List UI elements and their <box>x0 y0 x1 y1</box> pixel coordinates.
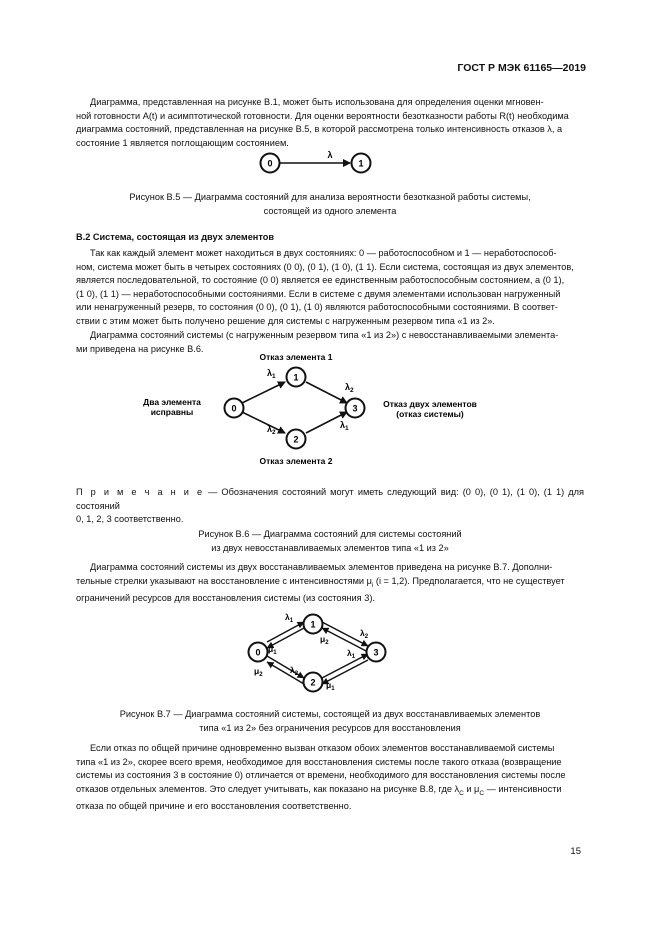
paragraph-intro <box>76 96 584 150</box>
text-line: является последовательной, то состояние (0 0) является ее единственным работоспособным состоянием, а (0 1), <box>76 275 565 286</box>
caption-line: Рисунок В.6 — Диаграмма состояний для системы состояний <box>198 529 462 539</box>
text-line: ми приведена на рисунке В.6. <box>76 343 204 354</box>
paragraph-common-cause <box>76 742 584 814</box>
arrow-2-to-3 <box>322 654 368 678</box>
label-failure-element-2: Отказ элемента 2 <box>259 456 333 466</box>
rate-lambda-2: $\lambda_2$ <box>360 628 369 640</box>
text-line: Диаграмма состояний системы (с нагруженным резервом типа «1 из 2») с невосстанавливаемыми элемента- <box>90 330 559 340</box>
label-both-working: исправны <box>150 407 194 417</box>
paragraph-fig7-ref <box>76 561 584 606</box>
caption-b6 <box>60 528 600 555</box>
text-line: ограничений ресурсов для восстановления системы (из состояния 3). <box>76 593 375 604</box>
subscript: i <box>371 581 374 589</box>
page-number: 15 <box>570 846 581 857</box>
text-line: отказов отдельных элементов. Это следует учитывать, как показано на рисунке В.8, где λ <box>76 783 460 794</box>
subscript: C <box>479 789 485 797</box>
note-text: — Обозначения состояний могут иметь следующий вид: (0 0), (0 1), (1 0), (1 1) для состояний <box>76 487 584 511</box>
text-line: системы из состояния 3 в состояние 0) отличается от времени, необходимого для восстановления системы после <box>76 770 566 781</box>
label-system-failure: (отказ системы) <box>396 409 464 419</box>
state-label: 0 <box>267 158 273 169</box>
arrow-0-to-2 <box>242 412 285 433</box>
arrow-1-to-3 <box>306 382 347 403</box>
text-line: типа «1 из 2», скорее всего время, необходимое для восстановления системы после такого отказа (возвращение <box>76 756 562 767</box>
document-header: ГОСТ Р МЭК 61165—2019 <box>457 62 586 74</box>
rate-lambda-2: $\lambda_2$ <box>345 382 354 394</box>
figure-b5-diagram <box>250 148 380 180</box>
text-line: ствии с этим может быть получено решение для системы с нагруженным резервом типа «1 из 2». <box>76 315 495 326</box>
subscript: C <box>459 789 464 797</box>
rate-mu-2: $\mu_2$ <box>320 634 329 646</box>
rate-lambda-1: $\lambda_1$ <box>285 612 294 624</box>
caption-line: типа «1 из 2» без ограничения ресурсов для восстановления <box>199 722 461 733</box>
arrow-0-to-1 <box>242 382 285 403</box>
rate-mu-1: $\mu_1$ <box>326 680 335 692</box>
state-label: 3 <box>352 403 358 414</box>
label-failure-element-1: Отказ элемента 1 <box>259 352 333 362</box>
state-label: 3 <box>373 647 379 658</box>
state-label: 0 <box>255 647 261 658</box>
text-line: ной готовности A(t) и асимптотической готовности. Для оценки вероятности безотказности работы R(t) необходима <box>76 110 569 121</box>
label-system-failure: Отказ двух элементов <box>383 399 477 409</box>
state-label: 2 <box>293 434 299 445</box>
text-line: и μ <box>463 783 480 794</box>
section-heading: В.2 Система, состоящая из двух элементов <box>76 232 274 242</box>
caption-b5 <box>60 191 600 218</box>
caption-line: состоящей из одного элемента <box>263 205 397 216</box>
rate-mu-2: $\mu_2$ <box>254 666 263 678</box>
text-line: или ненагруженный резерв, то состояния (0 0), (0 1), (1 0) являются работоспособными состояниями. В соответ- <box>76 302 558 313</box>
text-line: состояние 1 является поглощающим состоянием. <box>76 137 289 148</box>
figure-b6-diagram <box>140 348 500 472</box>
rate-lambda-2: $\lambda_2$ <box>290 665 299 677</box>
state-label: 1 <box>358 158 364 169</box>
rate-label: λ <box>327 150 333 160</box>
state-label: 1 <box>310 619 316 630</box>
text-line: Если отказ по общей причине одновременно вызван отказом обоих элементов восстанавливаемой системы <box>90 743 555 753</box>
text-line: Диаграмма состояний системы из двух восстанавливаемых элементов приведена на рисунке В.7. Дополни- <box>90 562 553 572</box>
text-line: (i = 1,2). Предполагается, что не существует <box>373 575 565 586</box>
note-label: П р и м е ч а н и е <box>76 487 205 497</box>
rate-lambda-1: $\lambda_1$ <box>267 368 276 380</box>
note-text: 0, 1, 2, 3 соответственно. <box>76 514 184 525</box>
arrow-0-to-1 <box>267 622 304 642</box>
note-block <box>76 486 584 527</box>
caption-line: Рисунок В.5 — Диаграмма состояний для анализа вероятности безотказной работы системы, <box>129 192 531 202</box>
text-line: Диаграмма, представленная на рисунке В.1, может быть использована для определения оценки мгновен- <box>90 97 544 107</box>
rate-lambda-1: $\lambda_1$ <box>340 420 349 432</box>
caption-line: Рисунок В.7 — Диаграмма состояний системы, состоящей из двух восстанавливаемых элементов <box>119 709 541 719</box>
text-line: тельные стрелки указывают на восстановление с интенсивностями μ <box>76 575 372 586</box>
text-line: отказа по общей причине и его восстановления соответственно. <box>76 801 352 812</box>
figure-b7-diagram <box>240 606 400 698</box>
state-label: 2 <box>310 677 316 688</box>
text-line: — интенсивности <box>484 783 562 794</box>
rate-lambda-1: $\lambda_1$ <box>347 648 356 660</box>
rate-mu-1: $\mu_1$ <box>268 644 277 656</box>
text-line: (1 0), (1 1) — неработоспособными состояниями. Если в системе с двумя элементами использован нагруженный <box>76 288 561 299</box>
arrow-2-to-0 <box>267 662 304 684</box>
label-both-working: Два элемента <box>143 397 201 407</box>
rate-lambda-2: $\lambda_2$ <box>267 424 276 436</box>
caption-line: из двух невосстанавливаемых элементов типа «1 из 2» <box>211 542 449 553</box>
text-line: Так как каждый элемент может находиться в двух состояниях: 0 — работоспособном и 1 — неработоспособ- <box>90 248 557 258</box>
caption-b7 <box>60 708 600 735</box>
state-label: 0 <box>231 403 237 414</box>
text-line: ном, система может быть в четырех состояниях (0 0), (0 1), (1 0), (1 1). Если система, состоящая из двух элементов, <box>76 261 574 272</box>
text-line: диаграмма состояний, представленная на рисунке В.5, в которой рассмотрена только интенсивность отказов λ, а <box>76 124 563 135</box>
arrow-0-to-2 <box>267 656 304 678</box>
state-label: 1 <box>293 372 299 383</box>
paragraph-two-elements <box>76 247 584 329</box>
